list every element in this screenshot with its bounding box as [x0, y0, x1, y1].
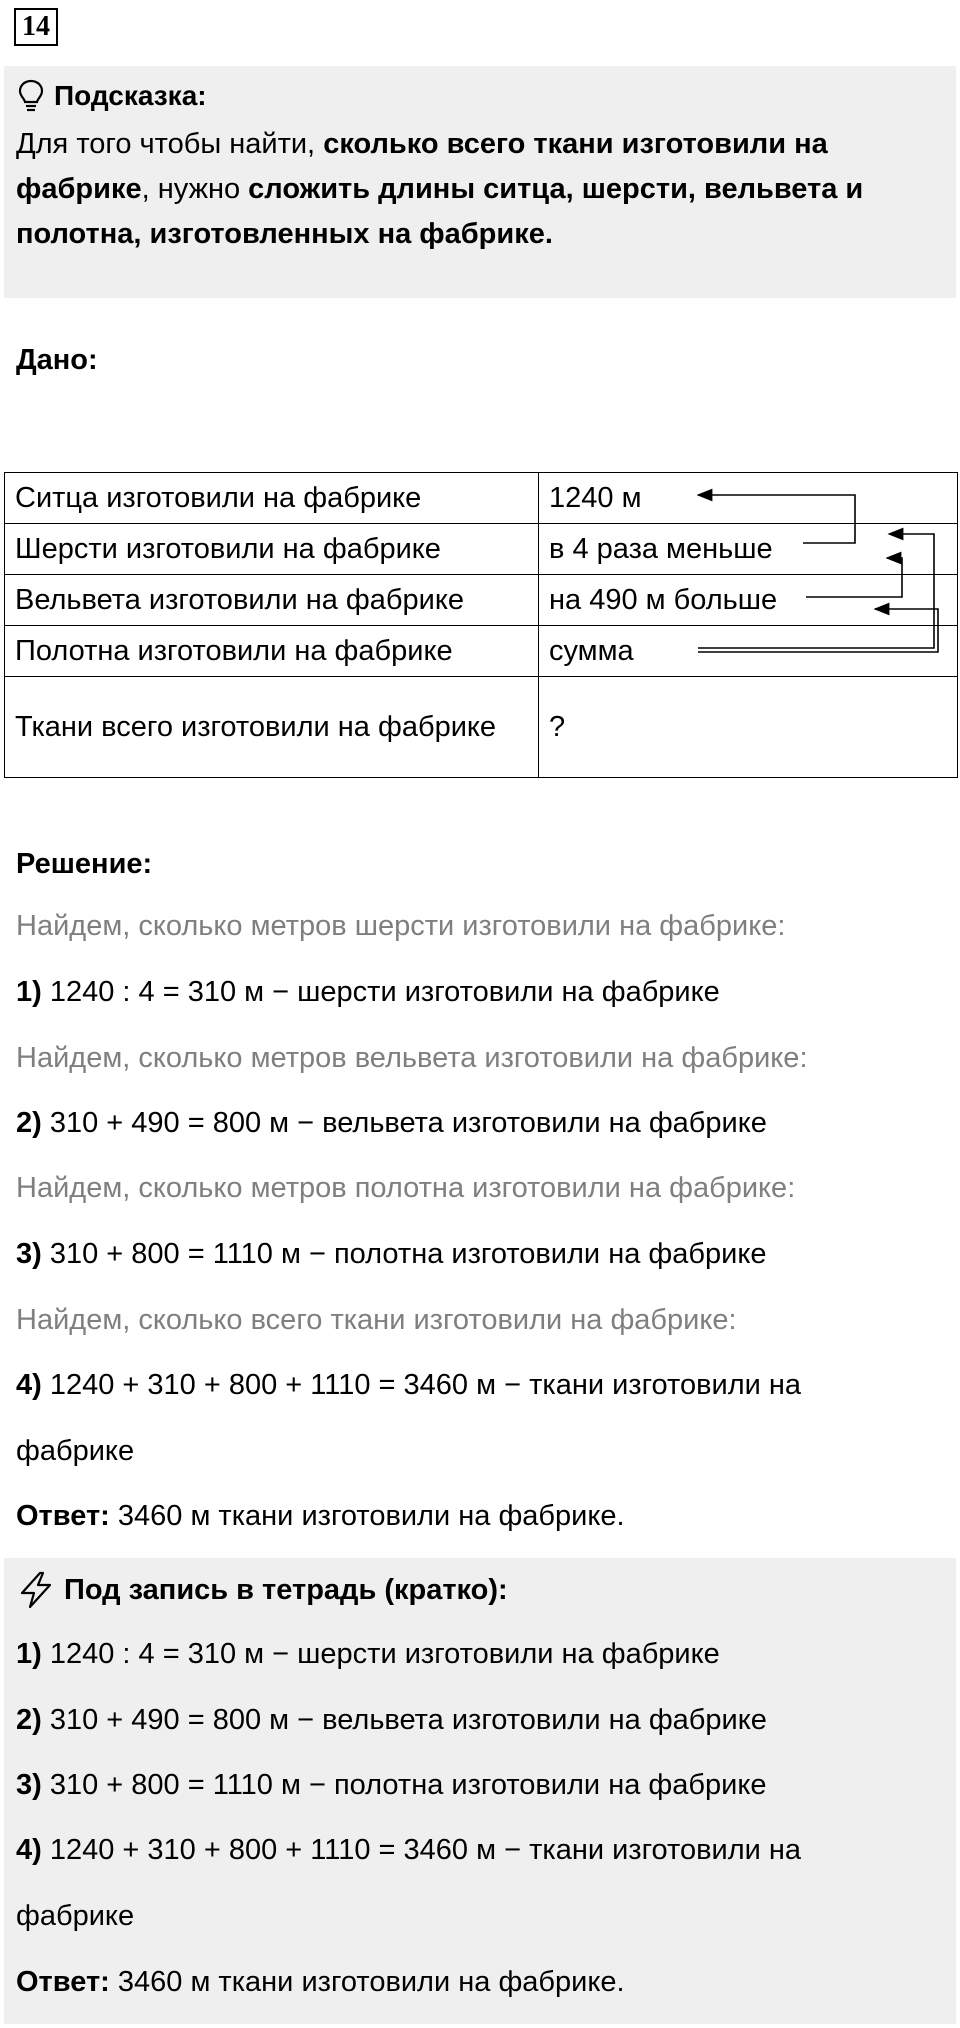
note-text: 1240 : 4 = 310 м − шерсти изготовили на фабрике — [41, 1638, 720, 1670]
hint-header — [16, 76, 207, 116]
note-number: 2) — [16, 1704, 42, 1736]
given-table — [4, 472, 958, 778]
row-label: Полотна изготовили на фабрике — [5, 626, 539, 677]
step-comment: Найдем, сколько всего ткани изготовили на фабрике: — [16, 1304, 737, 1336]
row-value: 1240 м — [539, 473, 958, 524]
given-label: Дано: — [16, 344, 98, 376]
table-row — [5, 626, 958, 677]
step-number: 3) — [16, 1238, 42, 1270]
hint-title: Подсказка: — [54, 80, 207, 111]
row-value: на 490 м больше — [539, 575, 958, 626]
note-text: 1240 + 310 + 800 + 1110 = 3460 м − ткани изготовили на — [41, 1834, 802, 1866]
hint-text-bold: сложить длины ситца, шерсти, вельвета и полотна, изготовленных на фабрике. — [16, 173, 864, 250]
row-value: в 4 раза меньше — [539, 524, 958, 575]
step-text: 310 + 490 = 800 м − вельвета изготовили на фабрике — [41, 1107, 767, 1139]
hint-text-part: , нужно — [141, 173, 249, 205]
answer-line — [16, 1496, 625, 1536]
row-label: Вельвета изготовили на фабрике — [5, 575, 539, 626]
note-line — [16, 1634, 720, 1674]
row-label: Ситца изготовили на фабрике — [5, 473, 539, 524]
notes-answer-line — [16, 1962, 625, 2002]
note-text: 310 + 800 = 1110 м − полотна изготовили на фабрике — [41, 1769, 767, 1801]
step-text: 1240 + 310 + 800 + 1110 = 3460 м − ткани изготовили на — [41, 1369, 802, 1401]
step-line — [16, 1234, 766, 1274]
note-line-continued: фабрике — [16, 1900, 135, 1932]
step-number: 4) — [16, 1369, 42, 1401]
hint-text-part: Для того чтобы найти, — [16, 128, 324, 160]
notes-box — [4, 1558, 956, 2024]
table-row — [5, 575, 958, 626]
note-line — [16, 1765, 766, 1805]
note-line — [16, 1700, 767, 1740]
task-number: 14 — [14, 8, 58, 46]
note-number: 1) — [16, 1638, 42, 1670]
step-line-continued: фабрике — [16, 1435, 135, 1467]
row-label: Ткани всего изготовили на фабрике — [5, 677, 539, 778]
step-text: 1240 : 4 = 310 м − шерсти изготовили на фабрике — [41, 976, 720, 1008]
hint-text — [16, 122, 946, 257]
table-row — [5, 524, 958, 575]
lightning-icon — [16, 1570, 56, 1610]
note-line — [16, 1830, 801, 1870]
step-line — [16, 972, 720, 1012]
note-number: 3) — [16, 1769, 42, 1801]
row-value: ? — [539, 677, 958, 778]
step-line — [16, 1365, 801, 1405]
answer-text: 3460 м ткани изготовили на фабрике. — [109, 1966, 625, 1998]
step-number: 1) — [16, 976, 42, 1008]
answer-label: Ответ: — [16, 1966, 110, 1998]
table-row — [5, 677, 958, 778]
note-number: 4) — [16, 1834, 42, 1866]
hint-text-bold: сколько всего ткани изготовили на фабрике — [16, 128, 828, 205]
step-number: 2) — [16, 1107, 42, 1139]
row-label: Шерсти изготовили на фабрике — [5, 524, 539, 575]
step-comment: Найдем, сколько метров полотна изготовили на фабрике: — [16, 1172, 796, 1204]
row-value: сумма — [539, 626, 958, 677]
notes-header — [16, 1568, 508, 1612]
step-line — [16, 1103, 767, 1143]
answer-text: 3460 м ткани изготовили на фабрике. — [109, 1500, 625, 1532]
step-comment: Найдем, сколько метров вельвета изготовили на фабрике: — [16, 1042, 808, 1074]
table-row — [5, 473, 958, 524]
lightbulb-icon — [16, 78, 46, 114]
notes-title: Под запись в тетрадь (кратко): — [64, 1574, 508, 1606]
solution-label: Решение: — [16, 848, 153, 880]
answer-label: Ответ: — [16, 1500, 110, 1532]
note-text: 310 + 490 = 800 м − вельвета изготовили на фабрике — [41, 1704, 767, 1736]
step-text: 310 + 800 = 1110 м − полотна изготовили на фабрике — [41, 1238, 767, 1270]
step-comment: Найдем, сколько метров шерсти изготовили на фабрике: — [16, 910, 786, 942]
hint-box — [4, 66, 956, 298]
